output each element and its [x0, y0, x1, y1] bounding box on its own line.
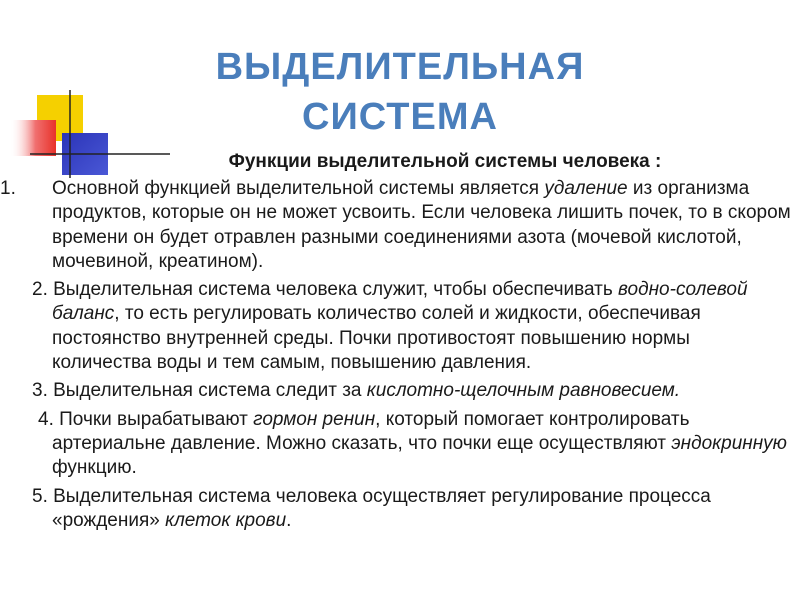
list-item	[0, 485, 800, 534]
title-line-2: СИСТЕМА	[302, 96, 498, 138]
item-number: 4.	[38, 408, 54, 430]
list-item	[0, 177, 800, 274]
functions-list	[0, 177, 800, 537]
subtitle: Функции выделительной системы человека :	[228, 151, 662, 172]
item-number: 5.	[32, 485, 48, 507]
list-item	[0, 408, 800, 481]
item-text: 4. Почки вырабатывают гормон ренин, который помогает контролировать артериальне давление. Можно сказать, что почки еще осуществляют эндокринную функцию.	[38, 408, 787, 479]
page-title	[150, 42, 650, 142]
title-line-1: ВЫДЕЛИТЕЛЬНАЯ	[215, 46, 585, 88]
item-text: Основной функцией выделительной системы является удаление из организма продуктов, которые он не может усвоить. Если человека лишить почек, то в скором времени он будет отравлен разными соединениями азота (мочевой кислотой, мочевиной, креатином).	[52, 178, 791, 272]
red-square	[10, 120, 56, 156]
item-number: 1.	[0, 178, 16, 199]
list-item	[0, 379, 800, 403]
list-item	[0, 278, 800, 375]
item-number: 3.	[32, 380, 48, 402]
item-text: 2. Выделительная система человека служит, чтобы обеспечивать водно-солевой баланс, то есть регулировать количество солей и жидкости, обеспечивая постоянство внутренней среды. Почки противостоят повышению нормы количества воды и тем самым, повышению давления.	[32, 279, 748, 374]
item-text: 3. Выделительная система следит за кислотно-щелочным равновесием.	[32, 380, 681, 402]
item-number: 2.	[32, 279, 48, 301]
item-text: 5. Выделительная система человека осуществляет регулирование процесса «рождения» клеток крови.	[32, 485, 711, 531]
decorative-squares	[0, 0, 170, 180]
